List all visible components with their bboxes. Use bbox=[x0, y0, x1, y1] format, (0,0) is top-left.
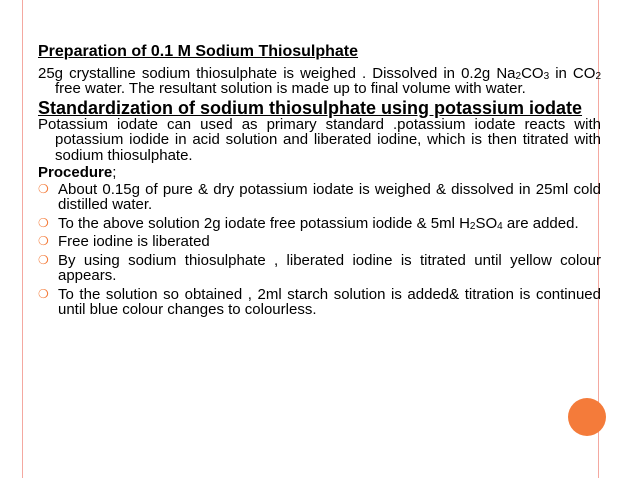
list-item bbox=[38, 234, 601, 250]
para-text: free water. The resultant solution is made up to final volume with water. bbox=[55, 80, 526, 97]
subscript: 2 bbox=[595, 70, 601, 82]
subscript: 2 bbox=[469, 220, 476, 232]
procedure-heading bbox=[38, 165, 601, 181]
hollow-circle-bullet-icon: ❍ bbox=[38, 286, 49, 301]
list-item bbox=[38, 182, 601, 213]
decorative-circle bbox=[568, 398, 606, 436]
procedure-colon: ; bbox=[112, 164, 117, 181]
subscript: 4 bbox=[497, 220, 503, 232]
hollow-circle-bullet-icon: ❍ bbox=[38, 215, 49, 230]
step-text: To the above solution 2g iodate free potassium iodide & 5ml H bbox=[58, 214, 470, 232]
procedure-label: Procedure bbox=[38, 164, 113, 181]
list-item bbox=[38, 216, 601, 232]
standardization-paragraph: Potassium iodate can used as primary standard .potassium iodate reacts with potassium iodide in acid solution and liberated iodine, which is then titrated with sodium thiosulphate. bbox=[38, 115, 601, 164]
step-text: Free iodine is liberated bbox=[58, 233, 210, 250]
para-text: in CO bbox=[549, 64, 596, 82]
para-text: CO bbox=[521, 64, 544, 82]
hollow-circle-bullet-icon: ❍ bbox=[38, 234, 49, 248]
preparation-paragraph bbox=[38, 66, 601, 97]
procedure-list bbox=[38, 182, 601, 318]
step-text: are added. bbox=[502, 214, 579, 232]
para-text: 25g crystalline sodium thiosulphate is weighed . Dissolved in 0.2g Na bbox=[38, 64, 516, 82]
step-text: About 0.15g of pure & dry potassium iodate is weighed & dissolved in 25ml cold distilled water. bbox=[58, 180, 601, 213]
list-item bbox=[38, 287, 601, 318]
heading-standardization: Standardization of sodium thiosulphate using potassium iodate bbox=[38, 97, 583, 118]
slide-content bbox=[38, 44, 601, 321]
hollow-circle-bullet-icon: ❍ bbox=[38, 181, 49, 196]
subscript: 3 bbox=[543, 70, 550, 82]
heading-preparation: Preparation of 0.1 M Sodium Thiosulphate bbox=[38, 43, 359, 60]
step-text: To the solution so obtained , 2ml starch solution is added& titration is continued until blue colour changes to colourless. bbox=[58, 285, 601, 318]
hollow-circle-bullet-icon: ❍ bbox=[38, 252, 49, 267]
step-text: SO bbox=[475, 214, 498, 232]
subscript: 2 bbox=[515, 70, 522, 82]
step-text: By using sodium thiosulphate , liberated iodine is titrated until yellow colour appears. bbox=[58, 251, 601, 284]
list-item bbox=[38, 253, 601, 284]
